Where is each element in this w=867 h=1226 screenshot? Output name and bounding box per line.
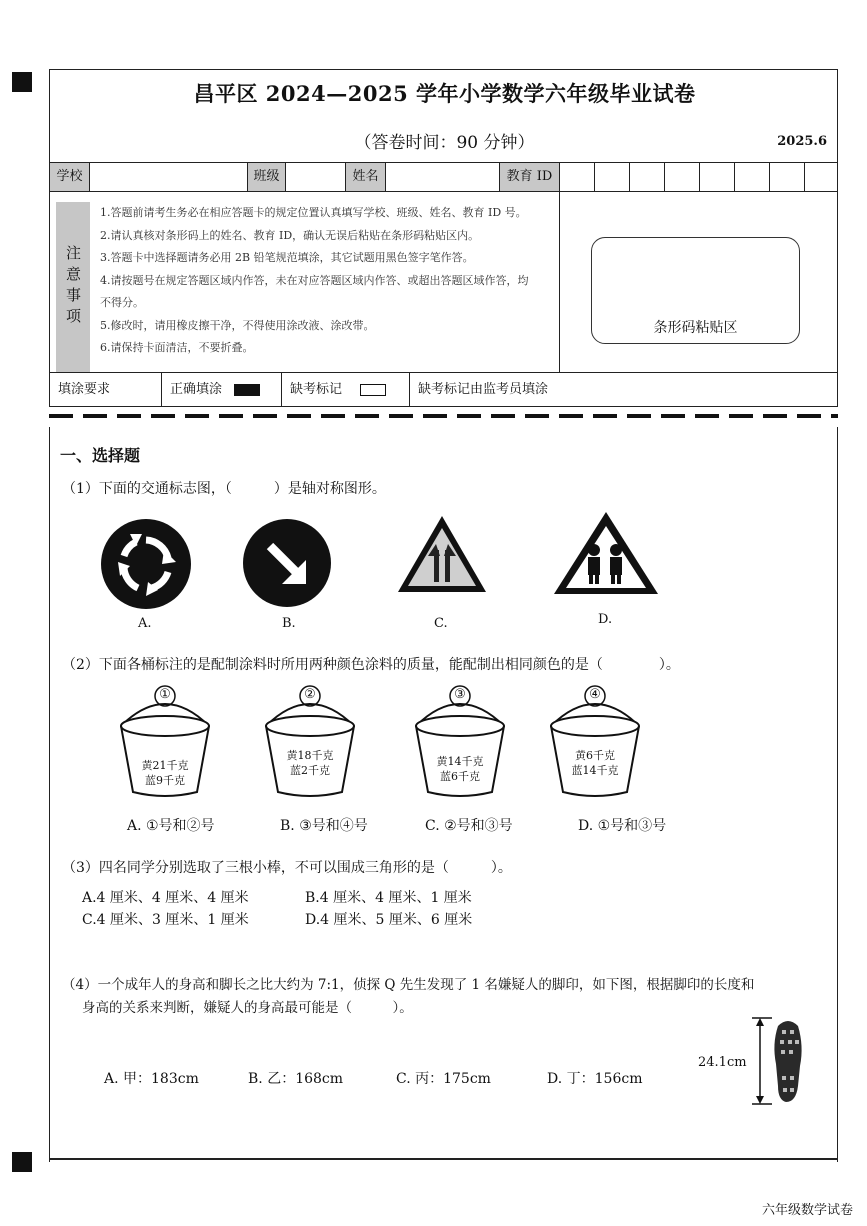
q4-option-c: C. 丙：175cm [396,1071,491,1087]
barcode-area [591,237,800,344]
barcode-label: 条形码粘贴区 [653,320,738,336]
fill-requirement-label: 填涂要求 [50,373,162,407]
class-label: 班级 [248,163,286,191]
page-title: 昌平区 2024—2025 学年小学数学六年级毕业试卷 [193,81,696,106]
bucket-1 [115,684,215,800]
notice-item: 4.请按题号在规定答题区域内作答，未在对应答题区域内作答、或超出答题区域作答，均 [100,273,529,287]
q1-option-c: C. [434,616,448,631]
name-label: 姓名 [346,163,386,191]
q4-option-b: B. 乙：168cm [248,1071,344,1087]
edu-id-digit[interactable] [665,163,700,191]
q1-option-d: D. [598,612,613,627]
absent-checkbox[interactable] [360,384,386,396]
registration-mark [12,1152,32,1172]
exam-duration: （答卷时间：90 分钟） [354,133,535,153]
question-1: （1）下面的交通标志图，（ ）是轴对称图形。 [62,481,386,497]
bucket-4 [545,684,645,800]
class-field[interactable] [286,163,346,191]
q2-option-a: A. ①号和②号 [127,818,215,834]
bucket-yellow: 黄6千克 [575,749,615,762]
bucket-number: ② [304,687,316,702]
fill-requirement-row [50,372,837,406]
school-label: 学校 [50,163,90,191]
exam-header [49,69,838,407]
cut-line [49,414,838,418]
bucket-number: ④ [589,687,601,702]
bucket-label [260,748,360,778]
bucket-number: ③ [454,687,466,702]
q3-option-c: C.4 厘米、3 厘米、1 厘米 [82,912,249,928]
merge-warning-sign-icon [396,514,488,594]
edu-id-label: 教育 ID [500,163,560,191]
section-title: 一、选择题 [60,446,141,465]
exam-date: 2025.6 [777,134,827,149]
student-info-row [50,162,837,192]
edu-id-digit[interactable] [595,163,630,191]
edu-id-digit[interactable] [770,163,805,191]
notice-area [50,192,560,373]
absent-note: 缺考标记由监考员填涂 [418,382,549,397]
bucket-3 [410,684,510,800]
edu-id-digit[interactable] [805,163,837,191]
q3-option-b: B.4 厘米、4 厘米、1 厘米 [305,890,472,906]
bucket-yellow: 黄14千克 [436,755,484,768]
bucket-label [545,748,645,778]
school-field[interactable] [90,163,248,191]
correct-fill-example [162,373,282,407]
bucket-blue: 蓝14千克 [571,764,619,777]
edu-id-digit[interactable] [700,163,735,191]
children-crossing-sign-icon [552,510,660,596]
notice-item: 不得分。 [100,296,144,309]
notice-item: 6.请保持卡面清洁，不要折叠。 [100,341,254,354]
bucket-number: ① [159,687,171,702]
q3-option-d: D.4 厘米、5 厘米、6 厘米 [305,912,473,928]
bucket-yellow: 黄21千克 [141,759,189,772]
question-area-bottom [49,1158,838,1160]
edu-id-digit[interactable] [630,163,665,191]
keep-right-sign-icon [242,518,332,608]
page-footer: 六年级数学试卷 [761,1203,853,1218]
q2-option-b: B. ③号和④号 [280,818,368,834]
q1-option-a: A. [138,616,152,631]
question-4-line-2: 身高的关系来判断，嫌疑人的身高最可能是（ ）。 [82,1000,413,1016]
notice-label: 注意事项 [56,202,90,372]
bucket-blue: 蓝2千克 [290,764,330,777]
bucket-blue: 蓝9千克 [145,774,185,787]
edu-id-digit[interactable] [735,163,770,191]
bucket-yellow: 黄18千克 [286,749,334,762]
correct-fill-label: 正确填涂 [170,382,223,397]
notice-item: 3.答题卡中选择题请务必用 2B 铅笔规范填涂，其它试题用黑色签字笔作答。 [100,251,474,264]
q4-option-a: A. 甲：183cm [104,1071,199,1087]
filled-box-icon [234,384,260,396]
question-4-line-1: （4）一个成年人的身高和脚长之比大约为 7:1，侦探 Q 先生发现了 1 名嫌疑人的脚印，如下图，根据脚印的长度和 [62,977,755,993]
q4-option-d: D. 丁：156cm [547,1071,643,1087]
registration-mark [12,72,32,92]
roundabout-sign-icon [100,518,192,610]
q2-option-c: C. ②号和③号 [425,818,513,834]
absent-mark [282,373,410,407]
name-field[interactable] [386,163,500,191]
notice-item: 1.答题前请考生务必在相应答题卡的规定位置认真填写学校、班级、姓名、教育 ID 号。 [100,206,527,219]
footprint-length-label: 24.1cm [698,1055,747,1070]
notice-item: 2.请认真核对条形码上的姓名、教育 ID，确认无误后粘贴在条形码粘贴区内。 [100,228,480,242]
footprint-icon [748,1016,808,1106]
q1-option-b: B. [282,616,296,631]
absent-mark-label: 缺考标记 [290,382,343,397]
bucket-label [115,758,215,788]
q2-option-d: D. ①号和③号 [578,818,667,834]
question-3: （3）四名同学分别选取了三根小棒，不可以围成三角形的是（ ）。 [62,860,512,876]
edu-id-digit[interactable] [560,163,595,191]
bucket-label [410,754,510,784]
q3-option-a: A.4 厘米、4 厘米、4 厘米 [82,890,249,906]
bucket-2 [260,684,360,800]
notice-list [100,202,555,360]
notice-item: 5.修改时，请用橡皮擦干净，不得使用涂改液、涂改带。 [100,318,375,332]
bucket-blue: 蓝6千克 [440,770,480,783]
question-2: （2）下面各桶标注的是配制涂料时所用两种颜色涂料的质量，能配制出相同颜色的是（ ）。 [62,657,680,673]
